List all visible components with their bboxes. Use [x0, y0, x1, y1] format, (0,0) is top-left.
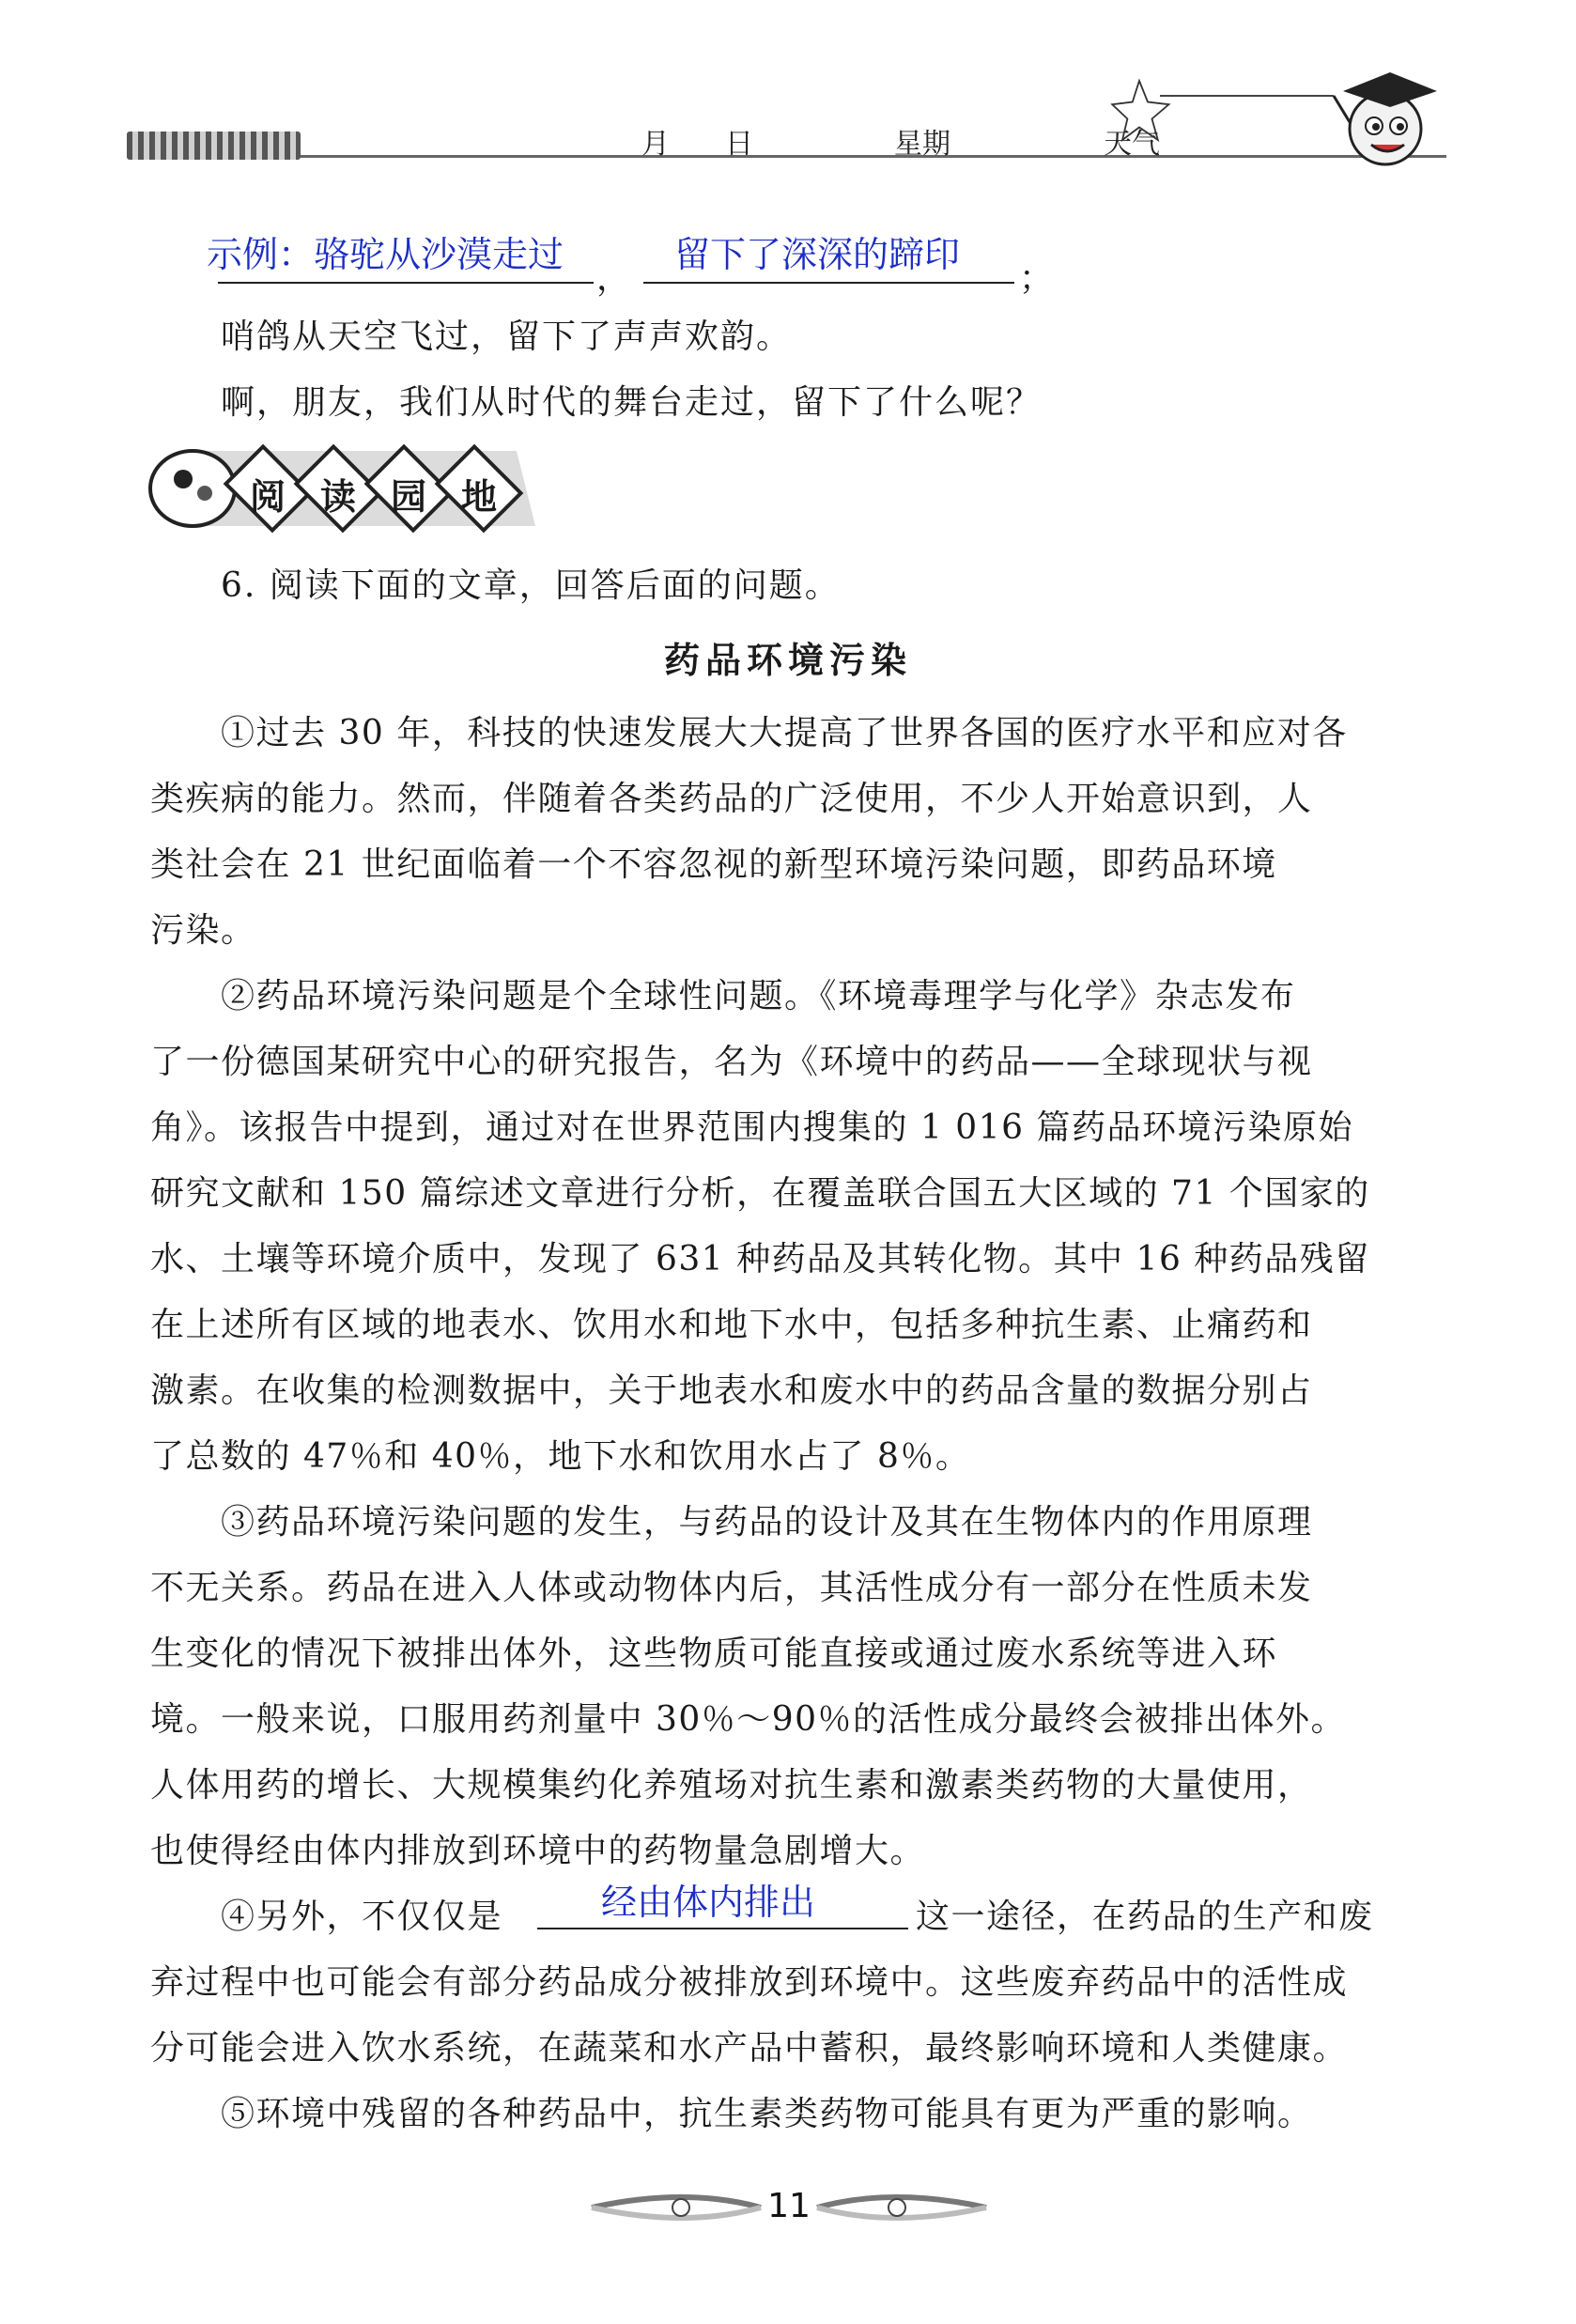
p4-handwritten-answer: 经由体内排出 [601, 1882, 816, 1923]
p4-line-3: 分可能会进入饮水系统，在蔬菜和水产品中蓄积，最终影响环境和人类健康。 [150, 2029, 1349, 2068]
semicolon: ； [1019, 259, 1056, 298]
page-number: 11 [767, 2187, 811, 2225]
section-banner-reading-garden [141, 442, 535, 535]
p1-line-2: 类疾病的能力。然而，伴随着各类药品的广泛使用，不少人开始意识到，人 [150, 780, 1313, 818]
p2-line-5: 水、土壤等环境介质中，发现了 631 种药品及其转化物。其中 16 种药品残留 [150, 1240, 1370, 1278]
weather-label: 天气 [1104, 128, 1160, 161]
p2-line-4: 研究文献和 150 篇综述文章进行分析，在覆盖联合国五大区域的 71 个国家的 [150, 1174, 1370, 1213]
p2-line-6: 在上述所有区域的地表水、饮用水和地下水中，包括多种抗生素、止痛药和 [150, 1306, 1313, 1344]
banner-char-4: 地 [461, 475, 498, 518]
exercise-line-2: 哨鸽从天空飞过，留下了声声欢韵。 [221, 318, 793, 356]
p3-line-4: 境。一般来说，口服用药剂量中 30％～90％的活性成分最终会被排出体外。 [150, 1700, 1347, 1739]
p2-line-3: 角》。该报告中提到，通过对在世界范围内搜集的 1 016 篇药品环境污染原始 [150, 1108, 1353, 1147]
p2-line-1: ②药品环境污染问题是个全球性问题。《环境毒理学与化学》杂志发布 [221, 977, 1296, 1015]
answer-blank-a [218, 282, 594, 284]
p4-line-2: 弃过程中也可能会有部分药品成分被排放到环境中。这些废弃药品中的活性成 [150, 1963, 1349, 2002]
weekday-label: 星期 [894, 128, 950, 161]
mascot-icon [1104, 68, 1451, 171]
month-label: 月 [641, 128, 670, 161]
handwritten-answer-a: 示例：骆驼从沙漠走过 [207, 234, 564, 275]
p1-line-3: 类社会在 21 世纪面临着一个不容忽视的新型环境污染问题，即药品环境 [150, 845, 1277, 884]
p4-prefix: ④另外，不仅仅是 [221, 1898, 503, 1936]
banner-char-1: 阅 [250, 475, 286, 518]
header-decor-band [127, 132, 301, 160]
p2-line-7: 激素。在收集的检测数据中，关于地表水和废水中的药品含量的数据分别占 [150, 1371, 1313, 1410]
p4-suffix: 这一途径，在药品的生产和废 [916, 1898, 1374, 1936]
article-title: 药品环境污染 [663, 639, 912, 681]
p3-line-1: ③药品环境污染问题的发生，与药品的设计及其在生物体内的作用原理 [221, 1503, 1313, 1542]
p1-line-4: 污染。 [150, 911, 256, 950]
day-label: 日 [725, 128, 753, 161]
handwritten-answer-b: 留下了深深的蹄印 [674, 234, 961, 275]
p2-line-2: 了一份德国某研究中心的研究报告，名为《环境中的药品——全球现状与视 [150, 1043, 1313, 1081]
page-header [0, 0, 1576, 188]
p4-answer-blank [537, 1928, 908, 1929]
exercise-line-3: 啊，朋友，我们从时代的舞台走过，留下了什么呢？ [221, 383, 1043, 422]
p5-line-1: ⑤环境中残留的各种药品中，抗生素类药物可能具有更为严重的影响。 [221, 2095, 1313, 2133]
p3-line-6: 也使得经由体内排放到环境中的药物量急剧增大。 [150, 1832, 926, 1870]
question-prompt: 6. 阅读下面的文章，回答后面的问题。 [221, 566, 841, 605]
comma: ， [596, 259, 633, 298]
p3-line-5: 人体用药的增长、大规模集约化养殖场对抗生素和激素类药物的大量使用， [150, 1766, 1313, 1805]
answer-blank-b [643, 282, 1014, 284]
p2-line-8: 了总数的 47％和 40％，地下水和饮用水占了 8％。 [150, 1437, 971, 1476]
banner-char-3: 园 [391, 475, 427, 518]
page-footer [582, 2179, 996, 2236]
banner-char-2: 读 [320, 475, 357, 518]
p3-line-2: 不无关系。药品在进入人体或动物体内后，其活性成分有一部分在性质未发 [150, 1569, 1313, 1607]
p1-line-1: ①过去 30 年，科技的快速发展大大提高了世界各国的医疗水平和应对各 [221, 714, 1348, 752]
p3-line-3: 生变化的情况下被排出体外，这些物质可能直接或通过废水系统等进入环 [150, 1635, 1278, 1673]
